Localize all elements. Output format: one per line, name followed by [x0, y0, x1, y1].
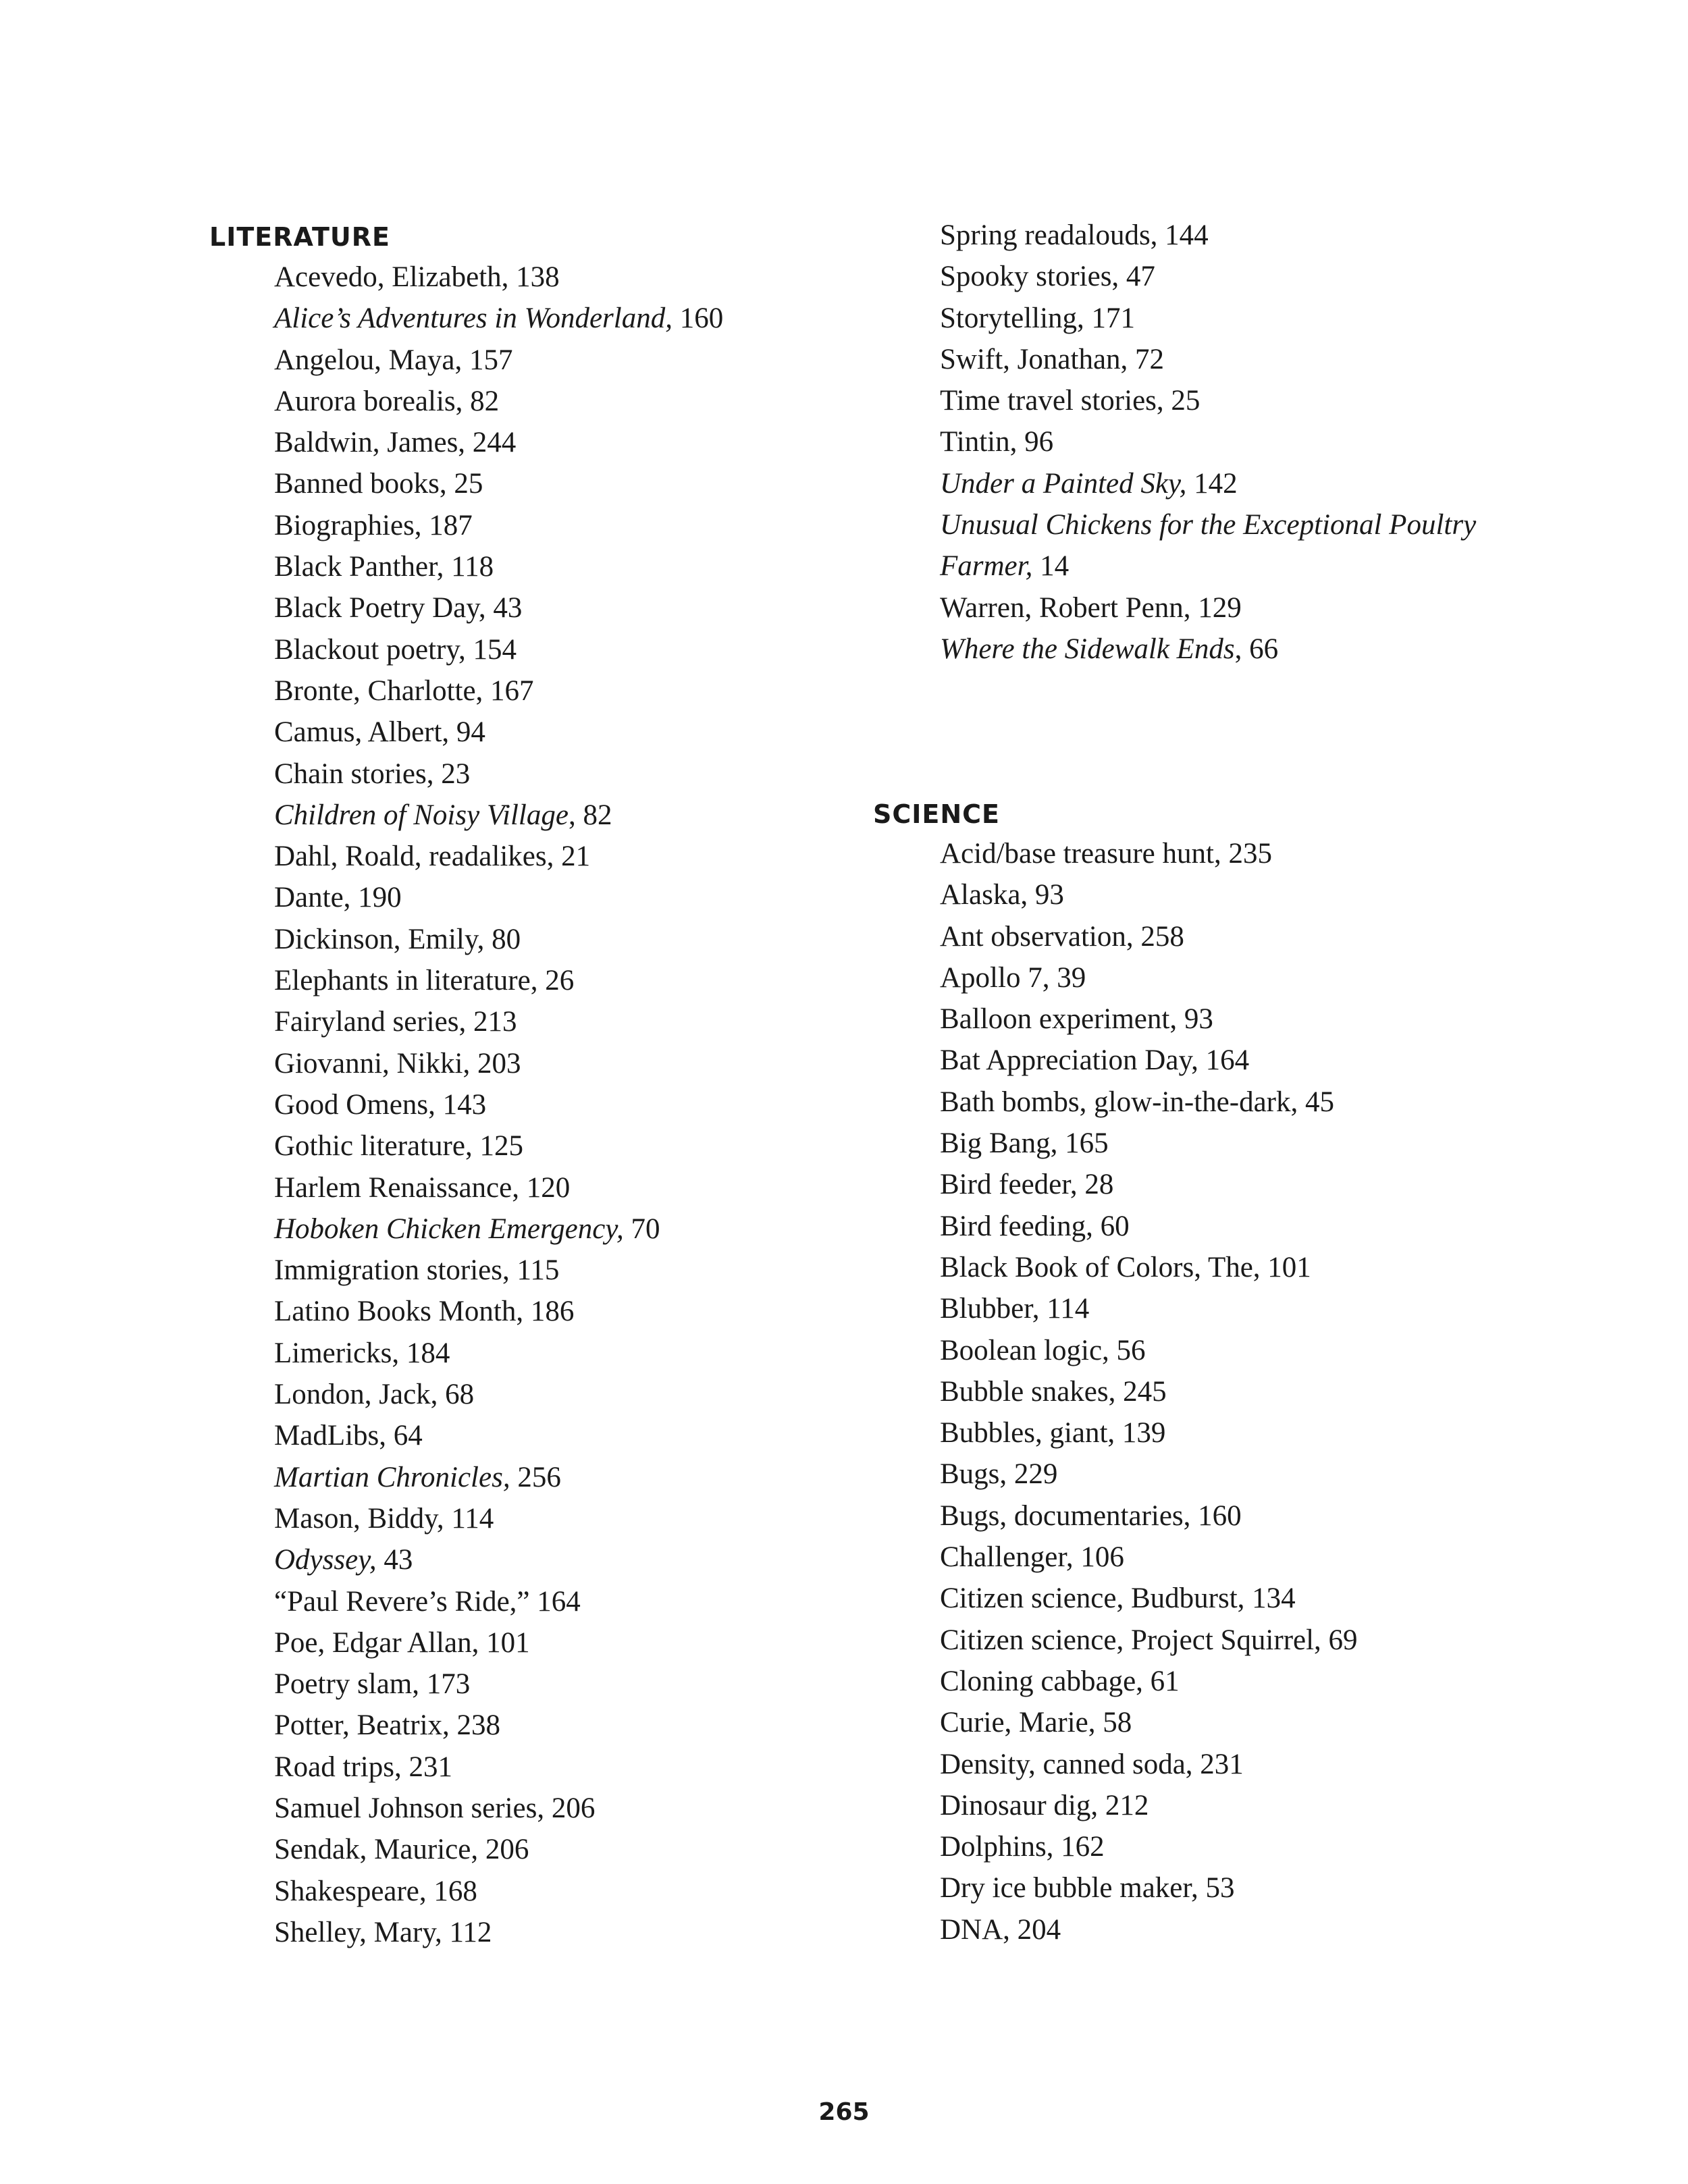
entry-text: Bath bombs, glow-in-the-dark, 45 — [940, 1086, 1334, 1118]
index-entry — [940, 629, 1476, 670]
entry-text: Biographies, 187 — [274, 509, 473, 541]
index-entry — [274, 1622, 723, 1663]
entry-text: Bubble snakes, 245 — [940, 1375, 1167, 1408]
index-entry — [940, 504, 1476, 545]
index-entry — [940, 587, 1476, 629]
index-entry — [274, 795, 723, 836]
entry-text: 256 — [510, 1461, 561, 1493]
index-entry — [274, 877, 723, 918]
entry-text: Angelou, Maya, 157 — [274, 344, 513, 376]
science-entry-list — [940, 833, 1358, 1950]
entry-text: Bugs, 229 — [940, 1458, 1058, 1491]
entry-text: Mason, Biddy, 114 — [274, 1502, 494, 1535]
index-entry — [940, 998, 1358, 1040]
entry-text: Shelley, Mary, 112 — [274, 1916, 492, 1948]
entry-text: Harlem Renaissance, 120 — [274, 1171, 571, 1204]
index-entry — [274, 629, 723, 670]
index-entry — [274, 1663, 723, 1705]
entry-text: Blubber, 114 — [940, 1293, 1090, 1325]
index-entry — [274, 1374, 723, 1415]
entry-text: Acid/base treasure hunt, 235 — [940, 838, 1272, 870]
index-entry — [274, 1043, 723, 1084]
entry-title-text: Alice’s Adventures in Wonderland, — [274, 302, 672, 335]
entry-text: Chain stories, 23 — [274, 757, 471, 790]
entry-text: 70 — [623, 1213, 660, 1245]
entry-text: 14 — [1032, 550, 1070, 583]
index-entry — [940, 1123, 1358, 1164]
entry-text: Citizen science, Project Squirrel, 69 — [940, 1624, 1358, 1656]
entry-text: Bird feeder, 28 — [940, 1169, 1114, 1201]
entry-text: Baldwin, James, 244 — [274, 427, 517, 459]
index-entry — [274, 1167, 723, 1208]
index-entry — [940, 957, 1358, 998]
index-entry — [940, 1247, 1358, 1288]
entry-title-text: Martian Chronicles, — [274, 1461, 510, 1493]
index-entry — [940, 1785, 1358, 1826]
index-entry — [940, 1495, 1358, 1537]
page-number: 265 — [818, 2098, 870, 2126]
entry-text: Road trips, 231 — [274, 1751, 452, 1783]
index-entry — [274, 1415, 723, 1456]
index-entry — [940, 833, 1358, 874]
index-entry — [274, 1829, 723, 1870]
entry-text: 43 — [376, 1544, 413, 1576]
entry-text: Immigration stories, 115 — [274, 1254, 560, 1287]
index-entry — [274, 1912, 723, 1953]
index-entry — [940, 463, 1476, 504]
index-entry — [274, 1125, 723, 1167]
index-entry — [274, 1747, 723, 1788]
index-entry — [940, 421, 1476, 462]
index-entry — [274, 919, 723, 960]
entry-text: Sendak, Maurice, 206 — [274, 1834, 529, 1866]
index-entry — [940, 1826, 1358, 1867]
entry-text: Big Bang, 165 — [940, 1127, 1109, 1160]
index-entry — [274, 1291, 723, 1332]
entry-text: Banned books, 25 — [274, 468, 483, 500]
entry-text: Fairyland series, 213 — [274, 1006, 517, 1038]
entry-text: Bubbles, giant, 139 — [940, 1417, 1166, 1449]
index-entry — [940, 1661, 1358, 1702]
entry-text: “Paul Revere’s Ride,” 164 — [274, 1585, 581, 1618]
index-entry — [274, 505, 723, 546]
entry-text: Poetry slam, 173 — [274, 1668, 471, 1701]
entry-text: London, Jack, 68 — [274, 1379, 475, 1411]
entry-text: Bugs, documentaries, 160 — [940, 1499, 1242, 1532]
entry-text: MadLibs, 64 — [274, 1420, 423, 1452]
entry-text: Warren, Robert Penn, 129 — [940, 591, 1242, 624]
index-entry — [274, 546, 723, 587]
index-entry — [940, 1288, 1358, 1329]
literature-heading: LITERATURE — [209, 222, 390, 252]
entry-text: Shakespeare, 168 — [274, 1875, 477, 1907]
index-entry — [940, 1744, 1358, 1785]
entry-text: Storytelling, 171 — [940, 302, 1136, 334]
entry-text: Density, canned soda, 231 — [940, 1748, 1244, 1780]
entry-title-text: Hoboken Chicken Emergency, — [274, 1213, 624, 1245]
entry-text: Alaska, 93 — [940, 879, 1064, 911]
entry-text: , 66 — [1234, 633, 1279, 665]
index-entry — [274, 1539, 723, 1580]
index-entry — [940, 1412, 1358, 1454]
entry-title-text: Where the Sidewalk Ends — [940, 633, 1235, 665]
index-entry — [940, 256, 1476, 297]
entry-text: Swift, Jonathan, 72 — [940, 343, 1165, 375]
index-entry — [274, 1581, 723, 1622]
entry-text: Tintin, 96 — [940, 426, 1054, 458]
entry-text: Spooky stories, 47 — [940, 261, 1155, 293]
index-entry — [274, 1705, 723, 1746]
index-entry — [274, 381, 723, 422]
entry-text: Time travel stories, 25 — [940, 385, 1201, 417]
entry-text: Challenger, 106 — [940, 1541, 1124, 1574]
entry-title-text: Odyssey, — [274, 1544, 377, 1576]
index-entry — [940, 1371, 1358, 1412]
entry-text: Samuel Johnson series, 206 — [274, 1792, 596, 1824]
index-entry — [274, 422, 723, 463]
entry-text: Dante, 190 — [274, 882, 402, 914]
entry-text: Gothic literature, 125 — [274, 1130, 523, 1163]
entry-text: Camus, Albert, 94 — [274, 716, 485, 749]
index-entry — [940, 1867, 1358, 1909]
entry-text: Bronte, Charlotte, 167 — [274, 674, 534, 707]
entry-text: DNA, 204 — [940, 1913, 1061, 1946]
index-entry — [940, 1537, 1358, 1578]
index-entry — [940, 380, 1476, 421]
index-entry — [274, 836, 723, 877]
index-entry — [274, 463, 723, 504]
index-entry — [940, 916, 1358, 957]
entry-title-text: Under a Painted Sky, — [940, 467, 1187, 500]
entry-text: Poe, Edgar Allan, 101 — [274, 1626, 530, 1659]
entry-text: Black Poetry Day, 43 — [274, 592, 523, 624]
entry-text: Citizen science, Budburst, 134 — [940, 1582, 1296, 1615]
entry-text: Blackout poetry, 154 — [274, 633, 517, 666]
entry-text: 160 — [672, 302, 724, 335]
index-entry — [274, 712, 723, 753]
entry-title-text: Farmer, — [940, 550, 1033, 583]
entry-text: Cloning cabbage, 61 — [940, 1665, 1180, 1697]
index-entry — [274, 340, 723, 381]
index-entry — [940, 1040, 1358, 1081]
entry-text: Balloon experiment, 93 — [940, 1003, 1213, 1036]
index-entry — [940, 1578, 1358, 1619]
literature-continued-entry-list — [940, 215, 1476, 670]
index-entry — [940, 1909, 1358, 1950]
index-entry — [274, 753, 723, 795]
science-heading: SCIENCE — [873, 799, 1001, 829]
entry-text: Boolean logic, 56 — [940, 1334, 1146, 1366]
index-entry — [274, 1871, 723, 1912]
entry-text: Good Omens, 143 — [274, 1088, 487, 1121]
index-entry — [274, 1001, 723, 1042]
entry-title-text: Unusual Chickens for the Exceptional Poultry — [940, 509, 1477, 541]
index-entry — [940, 874, 1358, 915]
index-entry — [274, 1457, 723, 1498]
index-entry — [940, 298, 1476, 339]
index-entry — [940, 1620, 1358, 1661]
entry-text: Spring readalouds, 144 — [940, 219, 1209, 251]
entry-text: Elephants in literature, 26 — [274, 965, 575, 997]
index-entry — [940, 1702, 1358, 1743]
index-entry — [274, 1788, 723, 1829]
entry-text: Limericks, 184 — [274, 1337, 450, 1369]
entry-text: Potter, Beatrix, 238 — [274, 1709, 501, 1742]
entry-text: Acevedo, Elizabeth, 138 — [274, 261, 560, 293]
index-entry — [274, 298, 723, 339]
index-entry — [940, 1330, 1358, 1371]
entry-text: Black Panther, 118 — [274, 551, 494, 583]
index-entry — [274, 257, 723, 298]
index-entry — [940, 1454, 1358, 1495]
entry-text: Bat Appreciation Day, 164 — [940, 1044, 1250, 1077]
entry-text: Dolphins, 162 — [940, 1831, 1105, 1863]
entry-text: Apollo 7, 39 — [940, 961, 1086, 994]
index-entry — [274, 1208, 723, 1250]
literature-entry-list — [274, 257, 723, 1953]
index-entry — [274, 1333, 723, 1374]
index-entry — [940, 1206, 1358, 1247]
index-entry — [274, 1498, 723, 1539]
index-entry — [274, 1084, 723, 1125]
index-entry — [940, 339, 1476, 380]
entry-text: Black Book of Colors, The, 101 — [940, 1251, 1311, 1283]
index-entry — [274, 670, 723, 712]
entry-text: Bird feeding, 60 — [940, 1210, 1130, 1242]
entry-text: Giovanni, Nikki, 203 — [274, 1047, 521, 1080]
entry-text: 142 — [1186, 467, 1238, 500]
entry-text: Aurora borealis, 82 — [274, 385, 500, 417]
entry-text: , 82 — [568, 799, 612, 831]
index-entry — [940, 1082, 1358, 1123]
index-entry — [274, 960, 723, 1001]
index-entry — [274, 1250, 723, 1291]
index-entry — [940, 1164, 1358, 1205]
entry-text: Ant observation, 258 — [940, 920, 1184, 953]
index-entry — [940, 215, 1476, 256]
entry-text: Dry ice bubble maker, 53 — [940, 1872, 1235, 1905]
entry-text: Dickinson, Emily, 80 — [274, 923, 521, 955]
entry-text: Dinosaur dig, 212 — [940, 1789, 1149, 1821]
entry-text: Dahl, Roald, readalikes, 21 — [274, 841, 591, 873]
index-entry — [274, 587, 723, 629]
entry-title-text: Children of Noisy Village — [274, 799, 569, 831]
entry-text: Curie, Marie, 58 — [940, 1707, 1132, 1739]
entry-text: Latino Books Month, 186 — [274, 1296, 575, 1328]
index-entry — [940, 545, 1476, 587]
